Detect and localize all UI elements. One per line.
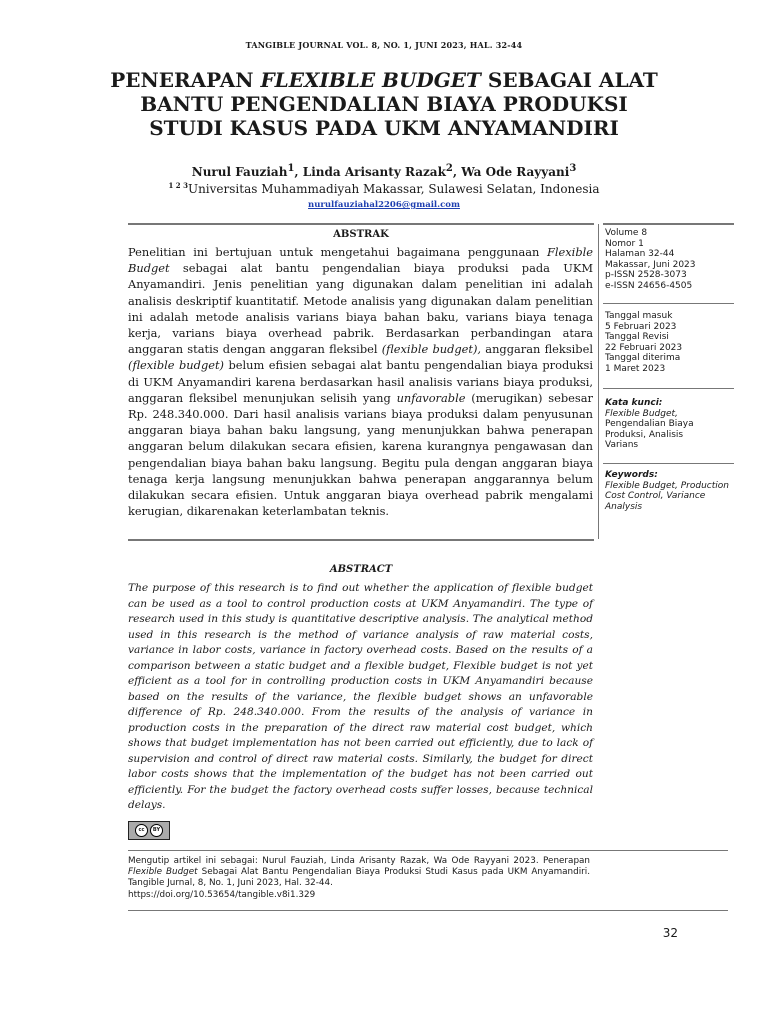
sidebar-rule-1 xyxy=(603,303,734,304)
abstrak-heading: ABSTRAK xyxy=(333,229,389,240)
abstrak-text-1: Penelitian ini bertujuan untuk mengetahui bagaimana penggunaan xyxy=(128,245,547,259)
keywords: Flexible Budget, Production Cost Control, Variance Analysis xyxy=(605,480,729,512)
author-list: Nurul Fauziah$^1$, Linda Arisanty Razak$^2$, Wa Ode Rayyani$^3$ xyxy=(191,163,577,179)
abstrak-text-5: (merugikan) sebesar Rp. 248.340.000. Dari hasil analisis varians biaya produksi dalam penyusunan anggaran biaya bahan baku langsung, yang menunjukkan bahwa penerapan anggaran belum dilakukan secara efisien, karena kurangnya pengawasan dan pengendalian biaya bahan baku langsung. Begitu pula dengan anggaran biaya tenaga kerja langsung menunjukkan bahwa penerapan anggarannya belum dilakukan secara efisien. Untuk anggaran biaya overhead pabrik mengalami kerugian, dikarenakan keterlambatan teknis. xyxy=(128,390,593,519)
e-issn: e-ISSN 24656-4505 xyxy=(605,280,693,291)
abstrak-body xyxy=(128,244,593,519)
title-part-1: PENERAPAN xyxy=(110,68,261,92)
abstract-text: The purpose of this research is to find out whether the application of flexible budget can be used as a tool to control production costs at UKM Anyamandiri. The type of research used in this study is quantitative descriptive analysis. The analytical method used in this research is the method of variance analysis of raw material costs, variance in labor costs, variance in factory overhead costs. Based on the results of a comparison between a static budget and a flexible budget, Flexible budget is not yet efficient as a tool for in controlling production costs in UKM Anyamandiri because based on the results of the variance, the flexible budget shows an unfavorable difference of Rp. 248.340.000. From the results of the analysis of variance in production costs in the preparation of the direct raw material cost budget, which shows that budget implementation has not been carried out efficiently, due to lack of supervision and control of direct raw material costs. Similarly, the budget for direct labor costs shows that the implementation of the budget has not been carried out efficiently. For the budget the factory overhead costs suffer losses, because technical delays. xyxy=(128,582,593,811)
citation-text-2: Sebagai Alat Bantu Pengendalian Biaya Produksi Studi Kasus pada UKM Anyamandiri. Tangible Jurnal, 8, No. 1, Juni 2023, Hal. 32-44. xyxy=(128,867,590,889)
sidebar-divider xyxy=(598,224,599,539)
sidebar-rule-3 xyxy=(603,463,734,464)
page-number: 32 xyxy=(662,926,678,940)
issue-number: Nomor 1 xyxy=(605,238,644,249)
author-2-sup: 2 xyxy=(445,163,453,174)
keywords-label: Keywords: xyxy=(605,470,658,480)
kata-kunci-line-2: Produksi, Analisis xyxy=(605,429,684,440)
citation-bottom-rule xyxy=(128,910,728,911)
author-1: Nurul Fauziah xyxy=(191,165,288,179)
citation-top-rule xyxy=(128,850,728,851)
sidebar-kata-kunci xyxy=(605,398,733,451)
date-accepted: 1 Maret 2023 xyxy=(605,363,666,374)
title-part-3: SEBAGAI ALAT BANTU PENGENDALIAN BIAYA PRODUKSI STUDI KASUS PADA UKM ANYAMANDIRI xyxy=(140,68,658,140)
citation-block xyxy=(128,856,590,901)
abstract-body xyxy=(128,581,593,814)
cc-by-license-badge[interactable] xyxy=(128,821,170,840)
author-2: Linda Arisanty Razak xyxy=(302,165,446,179)
abstrak-italic-3: (flexible budget) xyxy=(128,358,224,373)
journal-header: TANGIBLE JOURNAL VOL. 8, NO. 1, JUNI 2023, HAL. 32-44 xyxy=(245,40,523,50)
abstrak-top-rule xyxy=(128,223,594,225)
sidebar-dates xyxy=(605,311,733,375)
sidebar-keywords xyxy=(605,470,733,512)
date-received-label: Tanggal masuk xyxy=(605,311,673,321)
sidebar-meta xyxy=(605,228,733,292)
author-1-sup: 1 xyxy=(287,163,295,174)
sidebar-rule-2 xyxy=(603,388,734,389)
date-revised: 22 Februari 2023 xyxy=(605,342,683,353)
author-3-sup: 3 xyxy=(569,163,577,174)
abstrak-text-2: sebagai alat bantu pengendalian biaya produksi pada UKM Anyamandiri. Jenis penelitian yang digunakan dalam penelitian ini adalah analisis deskriptif kuantitatif. Metode analisis yang digunakan dalam penelitian ini adalah metode analisis varians biaya bahan baku, varians biaya tenaga kerja, varians biaya overhead pabrik. Berdasarkan perbandingan atara anggaran statis dengan anggaran fleksibel xyxy=(128,261,593,357)
kata-kunci-line-3: Varians xyxy=(605,440,639,451)
abstrak-text-3: anggaran fleksibel xyxy=(481,342,593,357)
date-accepted-label: Tanggal diterima xyxy=(605,353,681,364)
abstrak-italic-2: (flexible budget), xyxy=(381,342,482,357)
p-issn: p-ISSN 2528-3073 xyxy=(605,270,687,281)
place-date: Makassar, Juni 2023 xyxy=(605,259,696,270)
abstrak-text-4: belum efisien sebagai alat bantu pengendalian biaya produksi di UKM Anyamandiri karena berdasarkan hasil analisis varians biaya produksi, anggaran fleksibel menunjukan selisih yang xyxy=(128,358,593,405)
kata-kunci-label: Kata kunci: xyxy=(605,398,663,408)
title-part-2: FLEXIBLE BUDGET xyxy=(260,68,481,92)
volume: Volume 8 xyxy=(605,228,648,238)
abstrak-italic-1: Flexible Budget xyxy=(128,245,593,276)
citation-italic: Flexible Budget xyxy=(128,867,198,878)
kata-kunci-italic: Flexible Budget, xyxy=(605,408,678,419)
citation-text-1: Mengutip artikel ini sebagai: Nurul Fauziah, Linda Arisanty Razak, Wa Ode Rayyani 2023. Penerapan xyxy=(128,856,590,866)
affiliation xyxy=(0,181,768,196)
abstrak-italic-4: unfavorable xyxy=(396,390,466,405)
article-title xyxy=(110,68,658,140)
date-revised-label: Tanggal Revisi xyxy=(605,332,669,343)
affiliation-sup: 1 2 3 xyxy=(168,181,188,190)
kata-kunci-line-1: Pengendalian Biaya xyxy=(605,419,694,430)
citation-doi-link[interactable]: https://doi.org/10.53654/tangible.v8i1.329 xyxy=(128,889,316,900)
abstrak-bottom-rule xyxy=(128,539,594,541)
abstract-heading: ABSTRACT xyxy=(329,564,393,575)
sidebar-top-rule xyxy=(603,223,734,225)
author-3: Wa Ode Rayyani xyxy=(461,165,570,179)
author-email-link[interactable]: nurulfauziahal2206@gmail.com xyxy=(308,200,460,210)
by-icon: BY xyxy=(150,824,163,837)
affiliation-text: Universitas Muhammadiyah Makassar, Sulawesi Selatan, Indonesia xyxy=(187,182,600,196)
date-received: 5 Februari 2023 xyxy=(605,321,677,332)
cc-icon: cc xyxy=(135,824,148,837)
page-range: Halaman 32-44 xyxy=(605,249,675,260)
